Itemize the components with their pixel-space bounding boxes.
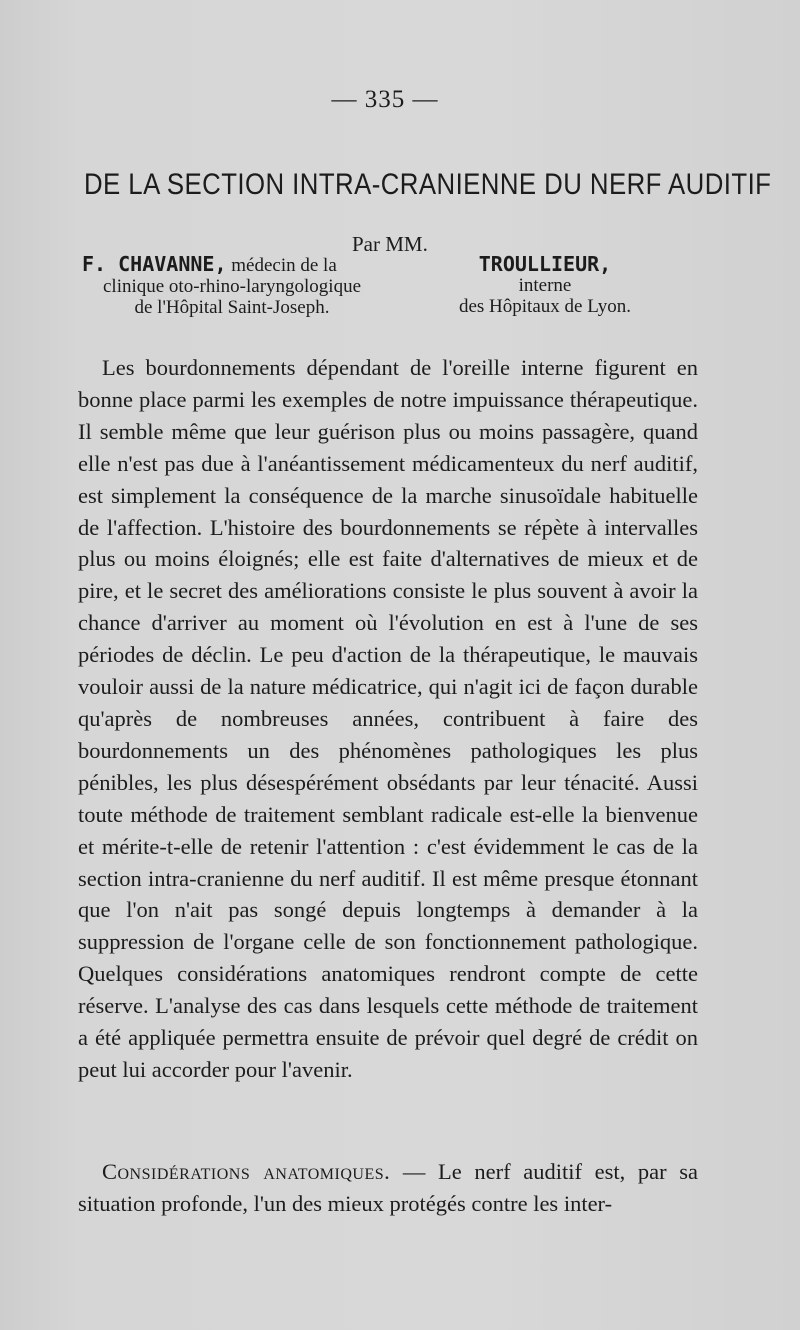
- byline: Par MM.: [352, 232, 428, 256]
- author-left-role-2: clinique oto-rhino-laryngologique: [102, 276, 362, 297]
- body-text: [78, 352, 698, 1086]
- section-paragraph: [78, 1156, 698, 1220]
- author-right: [440, 254, 650, 317]
- author-left: [82, 254, 382, 318]
- section-heading: Considérations anatomiques.: [102, 1159, 391, 1184]
- author-right-role-2: des Hôpitaux de Lyon.: [458, 296, 632, 317]
- page-number: — 335 —: [331, 86, 439, 113]
- author-left-role-3: de l'Hôpital Saint-Joseph.: [134, 297, 330, 318]
- paragraph-1: Les bourdonnements dépendant de l'oreille interne figurent en bonne place parmi les exemples de notre impuissance thérapeutique. Il semble même que leur guérison plus ou moins passagère, quand elle n'est pas due à l'anéantissement médicamenteux du nerf auditif, est simplement la conséquence de la marche sinusoïdale habituelle de l'affection. L'histoire des bourdonnements se répète à intervalles plus ou moins éloignés; elle est faite d'alternatives de mieux et de pire, et le secret des améliorations consiste le plus souvent à avoir la chance d'arriver au moment où l'évolution en est à l'une de ses périodes de déclin. Le peu d'action de la thérapeutique, le mauvais vouloir aussi de la nature médicatrice, qui n'agit ici de façon durable qu'après de nombreuses années, contribuent à faire des bourdonnements un des phénomènes pathologiques les plus pénibles, les plus désespérément obsédants par leur ténacité. Aussi toute méthode de traitement semblant radicale est-elle la bienvenue et mérite-t-elle de retenir l'attention : c'est évidemment le cas de la section intra-cranienne du nerf auditif. Il est même presque étonnant que l'on n'ait pas songé depuis longtemps à demander à la suppression de l'organe celle de son fonctionnement pathologique. Quelques considérations anatomiques rendront compte de cette réserve. L'analyse des cas dans lesquels cette méthode de traitement a été appliquée permettra ensuite de prévoir quel degré de crédit on peut lui accorder pour l'avenir.: [78, 355, 698, 1082]
- author-left-first-line: [82, 254, 382, 276]
- article-title: DE LA SECTION INTRA-CRANIENNE DU NERF AUDITIF: [84, 168, 772, 201]
- author-right-name: TROULLIEUR,: [478, 252, 612, 276]
- section-anatomy: [78, 1156, 698, 1220]
- section-text: — Le nerf auditif est, par sa situation profonde, l'un des mieux protégés contre les inter-: [78, 1159, 698, 1216]
- author-left-role-1: médecin de la: [231, 255, 337, 276]
- author-left-name: F. CHAVANNE,: [82, 252, 227, 276]
- author-right-role-1: interne: [518, 275, 572, 296]
